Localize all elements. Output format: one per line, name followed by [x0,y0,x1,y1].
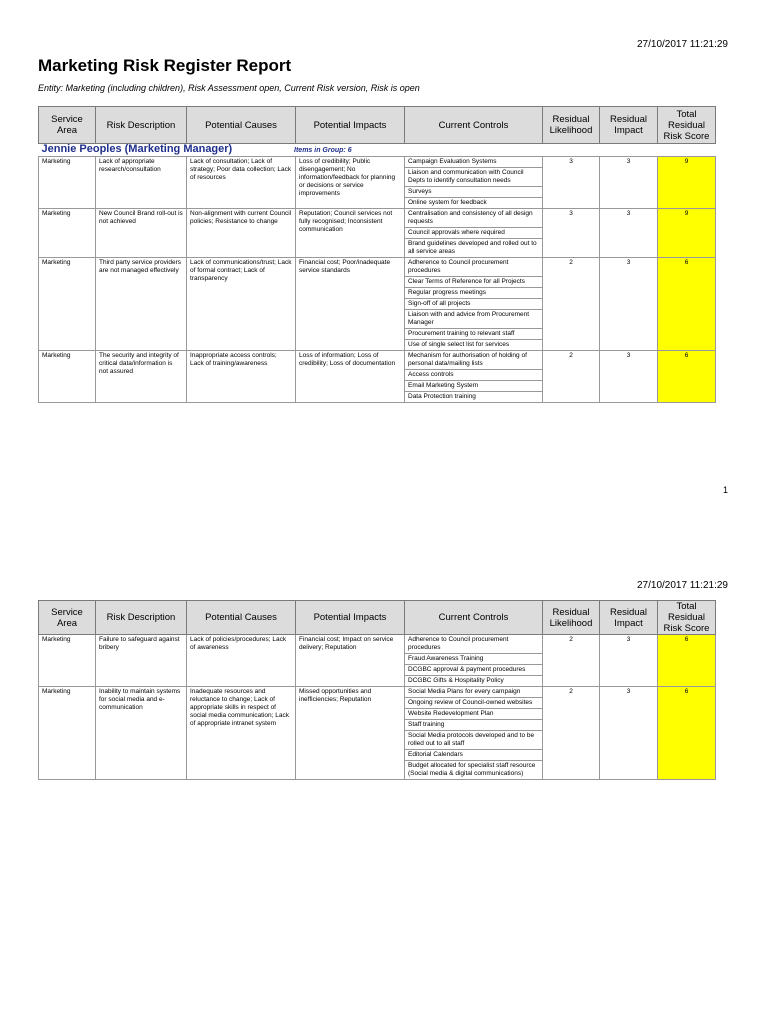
table-header-row [39,107,716,144]
service-area-cell: Marketing [39,258,96,351]
current-control-cell: Surveys [405,187,543,198]
current-control-cell: Brand guidelines developed and rolled out to all service areas [405,239,543,258]
report-subtitle: Entity: Marketing (including children), Risk Assessment open, Current Risk version, Risk is open [38,83,420,93]
group-header-row [39,144,716,157]
residual-impact-cell: 3 [600,687,658,780]
total-score-cell: 6 [658,687,716,780]
potential-impacts-cell: Loss of credibility; Public disengagement; No information/feedback for planning or decisions or service improvements [296,157,405,209]
risk-row [39,209,716,228]
residual-likelihood-cell: 2 [543,351,600,403]
risk-row [39,157,716,168]
col-potential-causes: Potential Causes [187,601,296,635]
group-count: Items in Group: 6 [294,147,352,154]
residual-impact-cell: 3 [600,157,658,209]
col-potential-causes: Potential Causes [187,107,296,144]
risk-row [39,635,716,654]
service-area-cell: Marketing [39,351,96,403]
current-control-cell: Ongoing review of Council-owned websites [405,698,543,709]
total-score-cell: 6 [658,258,716,351]
current-control-cell: Liaison with and advice from Procurement Manager [405,310,543,329]
current-control-cell: Adherence to Council procurement procedures [405,258,543,277]
potential-causes-cell: Inadequate resources and reluctance to change; Lack of appropriate skills in respect of social media communication; Lack of appropriate intranet system [187,687,296,780]
col-total-score: Total Residual Risk Score [658,601,716,635]
table-header-row [39,601,716,635]
current-control-cell: Regular progress meetings [405,288,543,299]
col-residual-impact: Residual Impact [600,107,658,144]
col-residual-likelihood: Residual Likelihood [543,107,600,144]
residual-likelihood-cell: 3 [543,209,600,258]
current-control-cell: Fraud Awareness Training [405,654,543,665]
risk-description-cell: Inability to maintain systems for social media and e-communication [96,687,187,780]
current-control-cell: Budget allocated for specialist staff resource (Social media & digital communications) [405,761,543,780]
current-control-cell: Online system for feedback [405,198,543,209]
col-potential-impacts: Potential Impacts [296,107,405,144]
residual-impact-cell: 3 [600,258,658,351]
col-risk-description: Risk Description [96,107,187,144]
total-score-cell: 6 [658,351,716,403]
residual-likelihood-cell: 3 [543,157,600,209]
service-area-cell: Marketing [39,635,96,687]
current-control-cell: Social Media protocols developed and to be rolled out to all staff [405,731,543,750]
potential-impacts-cell: Financial cost; Impact on service delivery; Reputation [296,635,405,687]
total-score-cell: 9 [658,209,716,258]
residual-likelihood-cell: 2 [543,687,600,780]
risk-row [39,351,716,370]
page-number: 1 [722,485,728,495]
total-score-cell: 9 [658,157,716,209]
potential-impacts-cell: Missed opportunities and inefficiencies; Reputation [296,687,405,780]
potential-causes-cell: Lack of communications/trust; Lack of formal contract; Lack of transparency [187,258,296,351]
potential-causes-cell: Non-alignment with current Council policies; Resistance to change [187,209,296,258]
report-title: Marketing Risk Register Report [38,56,292,75]
risk-description-cell: Lack of appropriate research/consultation [96,157,187,209]
current-control-cell: Centralisation and consistency of all design requests [405,209,543,228]
current-control-cell: Email Marketing System [405,381,543,392]
col-current-controls: Current Controls [405,601,543,635]
current-control-cell: Adherence to Council procurement procedures [405,635,543,654]
risk-register-table-page2 [38,600,716,780]
risk-description-cell: The security and integrity of critical data/information is not assured [96,351,187,403]
risk-row [39,258,716,277]
total-score-cell: 6 [658,635,716,687]
col-residual-impact: Residual Impact [600,601,658,635]
current-control-cell: Editorial Calendars [405,750,543,761]
current-control-cell: Social Media Plans for every campaign [405,687,543,698]
potential-causes-cell: Lack of policies/procedures; Lack of awareness [187,635,296,687]
col-residual-likelihood: Residual Likelihood [543,601,600,635]
col-current-controls: Current Controls [405,107,543,144]
potential-causes-cell: Lack of consultation; Lack of strategy; Poor data collection; Lack of resources [187,157,296,209]
service-area-cell: Marketing [39,687,96,780]
residual-impact-cell: 3 [600,351,658,403]
residual-impact-cell: 3 [600,635,658,687]
current-control-cell: Sign-off of all projects [405,299,543,310]
report-timestamp-page2: 27/10/2017 11:21:29 [636,580,728,591]
service-area-cell: Marketing [39,209,96,258]
potential-impacts-cell: Reputation; Council services not fully recognised; Inconsistent communication [296,209,405,258]
current-control-cell: Clear Terms of Reference for all Projects [405,277,543,288]
current-control-cell: Use of single select list for services [405,340,543,351]
col-potential-impacts: Potential Impacts [296,601,405,635]
potential-causes-cell: Inappropriate access controls; Lack of training/awareness [187,351,296,403]
residual-impact-cell: 3 [600,209,658,258]
potential-impacts-cell: Financial cost; Poor/inadequate service standards [296,258,405,351]
current-control-cell: Mechanism for authorisation of holding of personal data/mailing lists [405,351,543,370]
report-timestamp: 27/10/2017 11:21:29 [636,39,728,50]
current-control-cell: Staff training [405,720,543,731]
risk-description-cell: Third party service providers are not managed effectively [96,258,187,351]
current-control-cell: Website Redevelopment Plan [405,709,543,720]
risk-row [39,687,716,698]
col-total-score: Total Residual Risk Score [658,107,716,144]
service-area-cell: Marketing [39,157,96,209]
current-control-cell: Campaign Evaluation Systems [405,157,543,168]
current-control-cell: Procurement training to relevant staff [405,329,543,340]
col-service-area: Service Area [39,107,96,144]
potential-impacts-cell: Loss of information; Loss of credibility; Loss of documentation [296,351,405,403]
current-control-cell: Access controls [405,370,543,381]
residual-likelihood-cell: 2 [543,635,600,687]
residual-likelihood-cell: 2 [543,258,600,351]
current-control-cell: DCGBC Gifts & Hospitality Policy [405,676,543,687]
group-name: Jennie Peoples (Marketing Manager) [41,143,233,155]
col-service-area: Service Area [39,601,96,635]
risk-register-table [38,106,716,403]
risk-description-cell: Failure to safeguard against bribery [96,635,187,687]
current-control-cell: DCGBC approval & payment procedures [405,665,543,676]
risk-description-cell: New Council Brand roll-out is not achieved [96,209,187,258]
current-control-cell: Council approvals where required [405,228,543,239]
current-control-cell: Liaison and communication with Council Depts to identify consultation needs [405,168,543,187]
current-control-cell: Data Protection training [405,392,543,403]
col-risk-description: Risk Description [96,601,187,635]
